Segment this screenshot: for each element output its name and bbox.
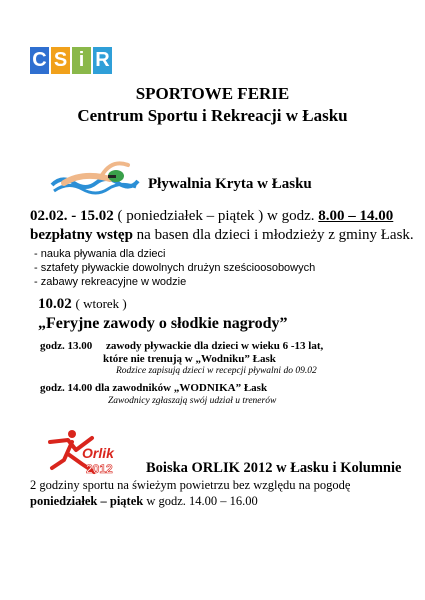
competition-date (38, 296, 127, 313)
orlik-hours: w godz. 14.00 – 16.00 (146, 494, 258, 508)
logo-letter-s: S (51, 47, 70, 74)
orlik-line1: 2 godziny sportu na świeżym powietrzu bez względu na pogodę (30, 478, 351, 492)
orlik-logo-year: 2012 (86, 462, 113, 476)
event2-note: Zawodnicy zgłaszają swój udział u trenerów (108, 396, 277, 406)
swimmer-icon (50, 155, 140, 200)
pool-schedule (30, 208, 393, 225)
free-entry (30, 227, 414, 244)
pool-hours-prefix: w godz. (267, 208, 315, 224)
orlik-title: Boiska ORLIK 2012 w Łasku i Kolumnie (146, 460, 402, 476)
pool-title: Pływalnia Kryta w Łasku (148, 176, 312, 192)
page-title: SPORTOWE FERIE (135, 84, 290, 103)
list-item: - zabawy rekreacyjne w wodzie (34, 276, 187, 288)
orlik-line2 (30, 494, 258, 509)
orlik-logo-text: Orlik (82, 445, 114, 461)
pool-hours: 8.00 – 14.00 (318, 208, 394, 224)
free-entry-bold: bezpłatny wstęp (30, 227, 133, 243)
page-subtitle: Centrum Sportu i Rekreacji w Łasku (77, 106, 348, 125)
competition-weekday: ( wtorek ) (75, 296, 127, 311)
free-entry-rest: na basen dla dzieci i młodzieży z gminy Łask. (136, 227, 414, 243)
event1-line2: które nie trenują w „Wodniku” Łask (103, 353, 276, 365)
event2-line1: godz. 14.00 dla zawodników „WODNIKA” Łask (40, 382, 268, 394)
event1-line1: godz. 13.00 zawody pływackie dla dzieci w wieku 6 -13 lat, (40, 340, 324, 352)
list-item: - nauka pływania dla dzieci (34, 248, 166, 260)
logo-letter-r: R (93, 47, 112, 74)
logo-letter-i: i (72, 47, 91, 74)
orlik-days: poniedziałek – piątek (30, 494, 144, 508)
logo-letter-c: C (30, 47, 49, 74)
competition-title: „Feryjne zawody o słodkie nagrody” (38, 315, 288, 332)
pool-days: ( poniedziałek – piątek ) (117, 208, 264, 224)
pool-dates: 02.02. - 15.02 (30, 208, 114, 224)
competition-date-value: 10.02 (38, 296, 72, 312)
csir-logo (30, 47, 112, 74)
orlik-logo (42, 428, 132, 478)
list-item: - sztafety pływackie dowolnych drużyn sześcioosobowych (34, 262, 316, 274)
event1-note: Rodzice zapisują dzieci w recepcji pływalni do 09.02 (116, 366, 317, 376)
